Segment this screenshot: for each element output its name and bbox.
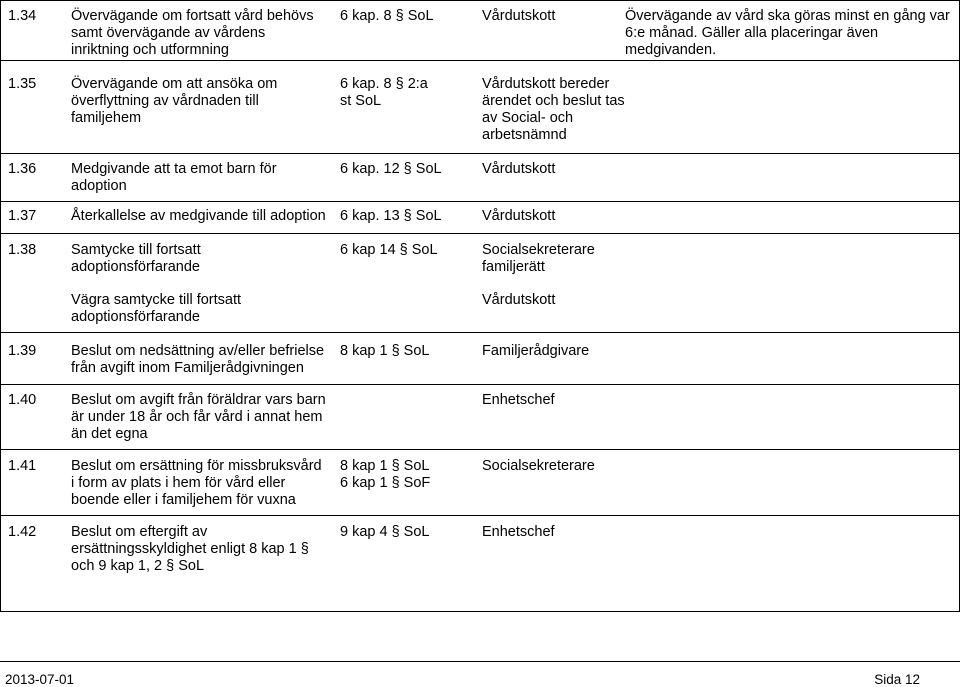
row-decision-maker: Enhetschef xyxy=(482,392,555,408)
row-description: Övervägande om att ansöka om överflyttning av vårdnaden till familjehem xyxy=(71,76,278,126)
row-number: 1.35 xyxy=(8,76,37,92)
row-decision-maker: Vårdutskott xyxy=(482,8,556,24)
row-law-reference: 6 kap. 8 § 2:a st SoL xyxy=(340,76,428,109)
row-divider xyxy=(0,332,960,333)
row-description: Beslut om nedsättning av/eller befrielse från avgift inom Familjerådgivningen xyxy=(71,343,325,376)
row-decision-maker: Familjerådgivare xyxy=(482,343,590,359)
table-border-left xyxy=(0,0,1,612)
row-divider xyxy=(0,515,960,516)
row-description-secondary: Vägra samtycke till fortsatt adoptionsförfarande xyxy=(71,292,242,325)
row-number: 1.39 xyxy=(8,343,37,359)
row-description: Samtycke till fortsatt adoptionsförfarande xyxy=(71,242,201,275)
row-number: 1.41 xyxy=(8,458,37,474)
row-divider xyxy=(0,449,960,450)
row-law-reference-secondary: 6 kap 1 § SoF xyxy=(340,475,431,491)
row-decision-maker: Vårdutskott xyxy=(482,208,556,224)
row-description: Återkallelse av medgivande till adoption xyxy=(71,208,326,224)
row-law-reference: 8 kap 1 § SoL xyxy=(340,343,430,359)
row-description: Övervägande om fortsatt vård behövs samt övervägande av vårdens inriktning och utformning xyxy=(71,8,314,58)
row-number: 1.36 xyxy=(8,161,37,177)
row-law-reference: 6 kap 14 § SoL xyxy=(340,242,438,258)
row-law-reference: 9 kap 4 § SoL xyxy=(340,524,430,540)
row-number: 1.42 xyxy=(8,524,37,540)
footer-rule xyxy=(0,661,960,662)
row-law-reference: 6 kap. 8 § SoL xyxy=(340,8,434,24)
footer-date: 2013-07-01 xyxy=(5,672,75,687)
footer-page-number: Sida 12 xyxy=(874,672,920,687)
row-divider xyxy=(0,153,960,154)
table-border-bottom xyxy=(0,611,960,612)
row-divider xyxy=(0,60,960,61)
row-description: Medgivande att ta emot barn för adoption xyxy=(71,161,277,194)
row-description: Beslut om ersättning för missbruksvård i form av plats i hem för vård eller boende eller i familjehem för vuxna xyxy=(71,458,322,508)
row-number: 1.38 xyxy=(8,242,37,258)
row-number: 1.34 xyxy=(8,8,37,24)
row-description: Beslut om avgift från föräldrar vars barn är under 18 år och får vård i annat hem än det egna xyxy=(71,392,326,442)
row-decision-maker: Socialsekreterare xyxy=(482,458,595,474)
row-divider xyxy=(0,201,960,202)
row-decision-maker: Vårdutskott bereder ärendet och beslut tas av Social- och arbetsnämnd xyxy=(482,76,625,143)
row-divider xyxy=(0,233,960,234)
row-divider xyxy=(0,384,960,385)
row-note: Övervägande av vård ska göras minst en gång var 6:e månad. Gäller alla placeringar även medgivanden. xyxy=(625,8,950,58)
row-law-reference: 6 kap. 13 § SoL xyxy=(340,208,442,224)
row-decision-maker-secondary: Vårdutskott xyxy=(482,292,556,308)
row-number: 1.40 xyxy=(8,392,37,408)
row-decision-maker: Enhetschef xyxy=(482,524,555,540)
row-description: Beslut om eftergift av ersättningsskyldighet enligt 8 kap 1 § och 9 kap 1, 2 § SoL xyxy=(71,524,309,574)
row-law-reference: 8 kap 1 § SoL xyxy=(340,458,430,474)
table-border-top xyxy=(0,0,960,1)
row-decision-maker: Vårdutskott xyxy=(482,161,556,177)
row-decision-maker: Socialsekreterare familjerätt xyxy=(482,242,595,275)
row-number: 1.37 xyxy=(8,208,37,224)
row-law-reference: 6 kap. 12 § SoL xyxy=(340,161,442,177)
